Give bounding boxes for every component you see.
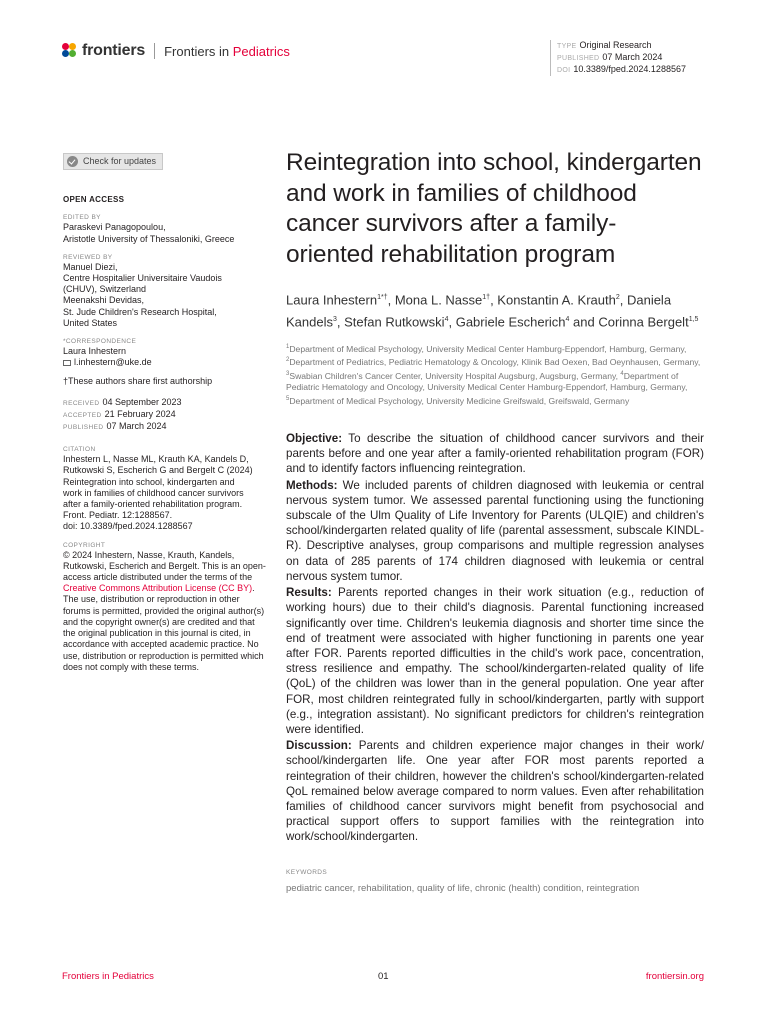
meta-type: TYPE Original Research xyxy=(557,40,652,50)
abstract-section xyxy=(286,478,704,584)
author-affiliation-marker: 4 xyxy=(444,315,449,323)
footer-site-link[interactable]: frontiersin.org xyxy=(645,971,704,982)
affiliation-marker: 1 xyxy=(286,343,290,350)
affiliation-text: Department of Pediatric Hematology and Oncology, University Medical Center Hamburg-Eppendorf, Hamburg, Germany, xyxy=(286,370,688,393)
footer-journal[interactable]: Frontiers in Pediatrics xyxy=(62,971,154,982)
citation-line: doi: 10.3389/fped.2024.1288567 xyxy=(63,521,193,532)
check-updates-button[interactable] xyxy=(63,153,163,170)
author-name[interactable]: Laura Inhestern xyxy=(286,292,378,308)
frontiers-logo-icon xyxy=(62,43,78,59)
correspondence-name: Laura Inhestern xyxy=(63,346,127,357)
citation-line: Inhestern L, Nasse ML, Krauth KA, Kandels D, xyxy=(63,454,249,465)
abstract-section-text: We included parents of children diagnosed with leukemia or central nervous system tumor. We assessed parental functioning using the functioning subscale of the Ulm Quality of Life Inventory for Parents (ULQIE) and children's school/kindergarten related quality of life (parental assessment, subscale KINDL-R). Descriptive analyses, group comparisons and multiple regression analyses on data of 285 parents of 174 children diagnosed with leukemia or central nervous system tumor. xyxy=(286,478,704,583)
abstract xyxy=(286,431,704,844)
abstract-section-text: To describe the situation of childhood cancer survivors and their parents before and one year after a family-oriented rehabilitation program (FOR) and to identify factors influencing reintegration. xyxy=(286,432,704,476)
citation-line: Reintegration into school, kindergarten and xyxy=(63,476,235,487)
citation-line: work in families of childhood cancer survivors xyxy=(63,487,244,498)
correspondence-email[interactable]: l.inhestern@uke.de xyxy=(63,357,268,368)
keywords-label: KEYWORDS xyxy=(286,868,328,876)
journal-accent: Pediatrics xyxy=(232,43,290,59)
author-name[interactable]: Stefan Rutkowski xyxy=(344,314,445,330)
citation-line: Front. Pediatr. 12:1288567. xyxy=(63,510,173,521)
received-date: RECEIVED 04 September 2023 xyxy=(63,396,182,407)
author-name[interactable]: Corinna Bergelt xyxy=(598,314,689,330)
page-number: 01 xyxy=(378,971,389,982)
affiliation-marker: 4 xyxy=(620,370,624,377)
author-name[interactable]: Gabriele Escherich xyxy=(455,314,566,330)
affiliation-marker: 3 xyxy=(286,370,290,377)
abstract-section-label: Results: xyxy=(286,586,332,600)
sidebar xyxy=(63,153,268,673)
author-affiliation-marker: 1*† xyxy=(377,294,388,301)
journal-prefix: Frontiers in xyxy=(164,43,230,59)
edited-by xyxy=(63,222,268,244)
citation-label: CITATION xyxy=(63,446,96,454)
reviewer-line: Meenakshi Devidas, xyxy=(63,295,145,306)
abstract-section-text: Parents and children experience major changes in their work/ school/kindergarten life. One year after FOR most parents reported a reintegration of their children, however the children's school/kindergarten-related QoL remained below average compared to norm values. Even after rehabilitation families of childhood cancer survivors might benefit from psychosocial and practical support offers to support families with the reintegration into work/school/kindergarten. xyxy=(286,739,704,844)
reviewed-by-label: REVIEWED BY xyxy=(63,253,113,261)
author-affiliation-marker: 4 xyxy=(565,315,570,323)
article-main xyxy=(286,148,704,894)
affiliation-text: Swabian Children's Cancer Center, University Hospital Augsburg, Augsburg, Germany, xyxy=(289,370,621,381)
journal-name xyxy=(164,44,290,59)
reviewer-line: Centre Hospitalier Universitaire Vaudois xyxy=(63,273,222,284)
editor-line: Aristotle University of Thessaloniki, Greece xyxy=(63,233,235,244)
keywords: pediatric cancer, rehabilitation, quality of life, chronic (health) condition, reintegration xyxy=(286,882,640,894)
reviewer-line: St. Jude Children's Research Hospital, xyxy=(63,306,217,317)
author-affiliation-marker: 2 xyxy=(615,294,620,301)
check-updates-label: Check for updates xyxy=(83,156,157,166)
citation-line: Rutkowski S, Escherich G and Bergelt C (2024) xyxy=(63,465,253,476)
abstract-section xyxy=(286,431,704,477)
author-list: Laura Inhestern$^{1*\dagger}$, Mona L. Nasse$^{1\dagger}$, Konstantin A. Krauth$^2$, Daniela Kandels$^3$, Stefan Rutkowski$^4$, Gabriele Escherich$^4$ and Corinna Bergelt$^{1,5}$ xyxy=(286,292,699,330)
license-link[interactable]: Creative Commons Attribution License (CC BY) xyxy=(63,583,253,594)
affiliation-text: Department of Pediatrics, Pediatric Hematology & Oncology, Klinik Bad Oexen, Bad Oeynhausen, Germany, xyxy=(289,356,701,367)
author-affiliation-marker: 3 xyxy=(332,315,337,323)
article-title: Reintegration into school, kindergarten and work in families of childhood cancer survivors after a family-oriented rehabilitation program xyxy=(286,149,702,268)
abstract-section-label: Methods: xyxy=(286,478,338,492)
meta-published: PUBLISHED 07 March 2024 xyxy=(557,52,663,62)
abstract-section-text: Parents reported changes in their work situation (e.g., reduction of working hours) due to their child's diagnosis. Parental functioning increased significantly over time. Children's leukemia diagnosis and shorter time since the end of treatment were associated with higher functioning in parents one year after FOR. Parents reported difficulties in the child's work pace, concentration, stress resilience and empathy. The school/kindergarten-related quality of life (QoL) of the children was lower than in the general population. One year after FOR, most children reintegrated fully in school/kindergarten, partly with support (e.g., integration assistant). No significant predictors for children's reintegration were identified. xyxy=(286,586,704,736)
abstract-section xyxy=(286,585,704,737)
abstract-section-label: Objective: xyxy=(286,432,343,446)
check-icon xyxy=(67,156,78,167)
brand xyxy=(62,42,290,60)
edited-by-label: EDITED BY xyxy=(63,214,101,222)
frontiers-logo-text: frontiers xyxy=(82,42,146,59)
citation-line: after a family-oriented rehabilitation program. xyxy=(63,499,243,510)
page-header xyxy=(62,40,706,72)
shared-authorship-note: †These authors share first authorship xyxy=(63,376,213,387)
citation xyxy=(63,454,268,532)
abstract-section xyxy=(286,738,704,844)
article-meta xyxy=(550,40,686,76)
meta-doi: DOI 10.3389/fped.2024.1288567 xyxy=(557,64,686,74)
copyright-label: COPYRIGHT xyxy=(63,541,106,549)
author-name[interactable]: Konstantin A. Krauth xyxy=(497,292,616,308)
correspondence-label: *CORRESPONDENCE xyxy=(63,338,137,346)
published-date: PUBLISHED 07 March 2024 xyxy=(63,421,167,432)
open-access-label: OPEN ACCESS xyxy=(63,195,125,205)
author-name[interactable]: Mona L. Nasse xyxy=(394,292,483,308)
mail-icon xyxy=(63,360,71,366)
copyright-text: © 2024 Inhestern, Nasse, Krauth, Kandels, Rutkowski, Escherich and Bergelt. This is an open-access article distributed under the terms of the Creative Commons Attribution License (CC BY). The use, distribution or reproduction in other forums is permitted, provided the original author(s) and the copyright owner(s) are credited and that the original publication in this journal is cited, in accordance with accepted academic practice. No use, distribution or reproduction is permitted which does not comply with these terms. xyxy=(63,549,266,672)
author-name[interactable]: Daniela Kandels xyxy=(286,292,672,330)
affiliation-marker: 5 xyxy=(286,395,290,402)
accepted-date: ACCEPTED 21 February 2024 xyxy=(63,408,176,419)
reviewer-line: United States xyxy=(63,317,118,328)
author-affiliation-marker: 1† xyxy=(482,294,491,301)
affiliation-text: Department of Medical Psychology, University Medical Center Hamburg-Eppendorf, Hamburg, Germany, xyxy=(289,343,687,354)
author-affiliation-marker: 1,5 xyxy=(688,315,699,323)
reviewer-line: Manuel Diezi, xyxy=(63,261,118,272)
dates xyxy=(63,397,268,434)
affiliation-text: Department of Medical Psychology, University Medicine Greifswald, Greifswald, Germany xyxy=(289,395,630,406)
abstract-section-label: Discussion: xyxy=(286,739,352,753)
reviewer-line: (CHUV), Switzerland xyxy=(63,284,147,295)
editor-line: Paraskevi Panagopoulou, xyxy=(63,222,166,233)
affiliation-marker: 2 xyxy=(286,357,290,364)
brand-divider xyxy=(154,43,155,59)
affiliations xyxy=(286,342,704,407)
reviewed-by xyxy=(63,262,268,329)
